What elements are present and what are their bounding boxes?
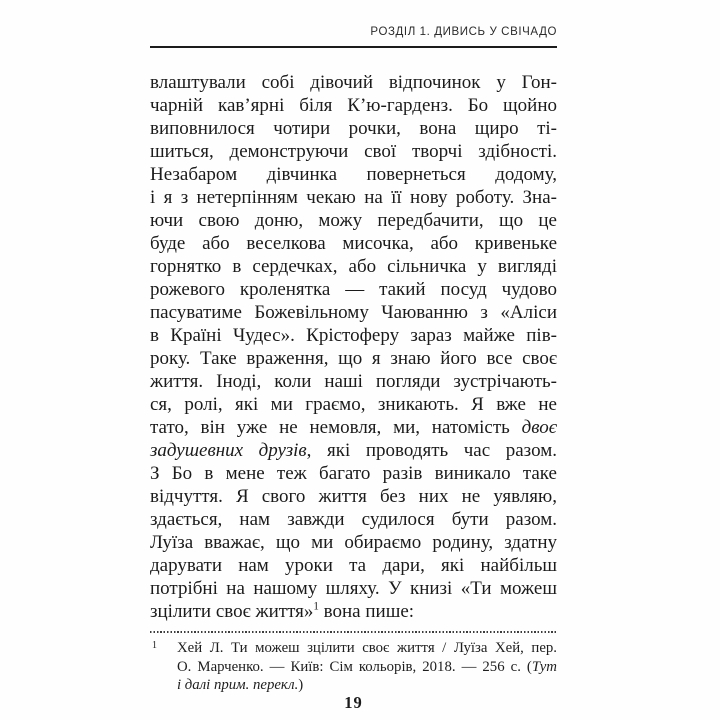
text-line [177, 658, 557, 677]
text-segment: задушевних друзів [150, 440, 307, 461]
text-line [150, 439, 557, 462]
header-rule [150, 46, 557, 48]
footnote-reference: 1 [313, 600, 319, 613]
text-segment: горнятко в сердечках, або сільничка у вигляді [150, 256, 557, 277]
body-text [150, 71, 557, 623]
text-line [150, 71, 557, 94]
text-segment: життя. Іноді, коли наші погляди зустрічають- [150, 371, 557, 392]
footnote-text [177, 639, 557, 695]
text-segment: Тут [531, 658, 557, 675]
footnote [150, 639, 557, 695]
text-line [150, 347, 557, 370]
text-line [150, 554, 557, 577]
text-segment: тато, він уже не немовля, ми, натомість [150, 417, 522, 438]
text-line [150, 163, 557, 186]
text-line [150, 462, 557, 485]
text-segment: року. Таке враження, що я знаю його все своє [150, 348, 557, 369]
text-line [150, 232, 557, 255]
text-segment: і я з нетерпінням чекаю на її нову роботу. Зна- [150, 187, 557, 208]
text-segment: Незабаром дівчинка повернеться додому, [150, 164, 557, 185]
text-segment: , які проводять час разом. [306, 440, 557, 461]
text-line [150, 393, 557, 416]
text-line [177, 639, 557, 658]
text-segment: рожевого кроленятка — такий посуд чудово [150, 279, 557, 300]
text-line [150, 255, 557, 278]
text-line [150, 370, 557, 393]
text-segment: зцілити своє життя» [150, 601, 314, 622]
text-line [150, 416, 557, 439]
text-segment: вона пише: [318, 601, 415, 622]
text-segment: О. Марченко. — Київ: Сім кольорів, 2018. — 256 с. ( [177, 658, 532, 675]
text-line [150, 324, 557, 347]
text-segment: відчуття. Я свого життя без них не уявляю, [150, 486, 557, 507]
footnote-separator [150, 631, 557, 633]
text-segment: чарній кав’ярні біля К’ю-гарденз. Бо щойно [150, 95, 557, 116]
text-segment: ся, ролі, які ми граємо, зникають. Я вже не [150, 394, 557, 415]
text-line [150, 531, 557, 554]
text-segment: Луїза вважає, що ми обираємо родину, здатну [150, 532, 557, 553]
text-line [150, 209, 557, 232]
text-segment: ючи свою доню, можу передбачити, що це [150, 210, 557, 231]
text-segment: шиться, демонструючи свої творчі здібності. [150, 141, 557, 162]
text-segment: буде або веселкова мисочка, або кривеньке [150, 233, 557, 254]
text-line [150, 301, 557, 324]
text-segment: потрібні на нашому шляху. У книзі «Ти можеш [150, 578, 557, 599]
text-line [177, 676, 557, 695]
footnote-marker: 1 [152, 640, 157, 651]
text-segment: виповнилося чотири рочки, вона щиро ті- [150, 118, 557, 139]
text-segment: дарувати нам уроки та дари, які найбільш [150, 555, 557, 576]
text-line [150, 485, 557, 508]
text-segment: пасуватиме Божевільному Чаюванню з «Аліси [150, 302, 557, 323]
text-line [150, 117, 557, 140]
text-segment: в Країні Чудес». Крістоферу зараз майже пів- [150, 325, 557, 346]
text-segment: двоє [521, 417, 557, 438]
text-line [150, 94, 557, 117]
text-segment: З Бо в мене теж багато разів виникало таке [150, 463, 557, 484]
text-line [150, 508, 557, 531]
text-line [150, 140, 557, 163]
text-segment: і далі прим. перекл. [177, 677, 299, 694]
text-segment: ) [298, 677, 304, 694]
page-number: 19 [344, 693, 363, 712]
text-line [150, 186, 557, 209]
text-line [150, 278, 557, 301]
text-segment: здається, нам завжди судилося бути разом. [150, 509, 557, 530]
chapter-label: РОЗДІЛ 1. ДИВИСЬ У СВІЧАДО [370, 26, 557, 38]
text-segment: влаштували собі дівочий відпочинок у Гон- [150, 72, 557, 93]
text-line [150, 600, 557, 623]
text-segment: Хей Л. Ти можеш зцілити своє життя / Луїза Хей, пер. [177, 640, 557, 656]
text-line [150, 577, 557, 600]
running-header [150, 26, 557, 38]
